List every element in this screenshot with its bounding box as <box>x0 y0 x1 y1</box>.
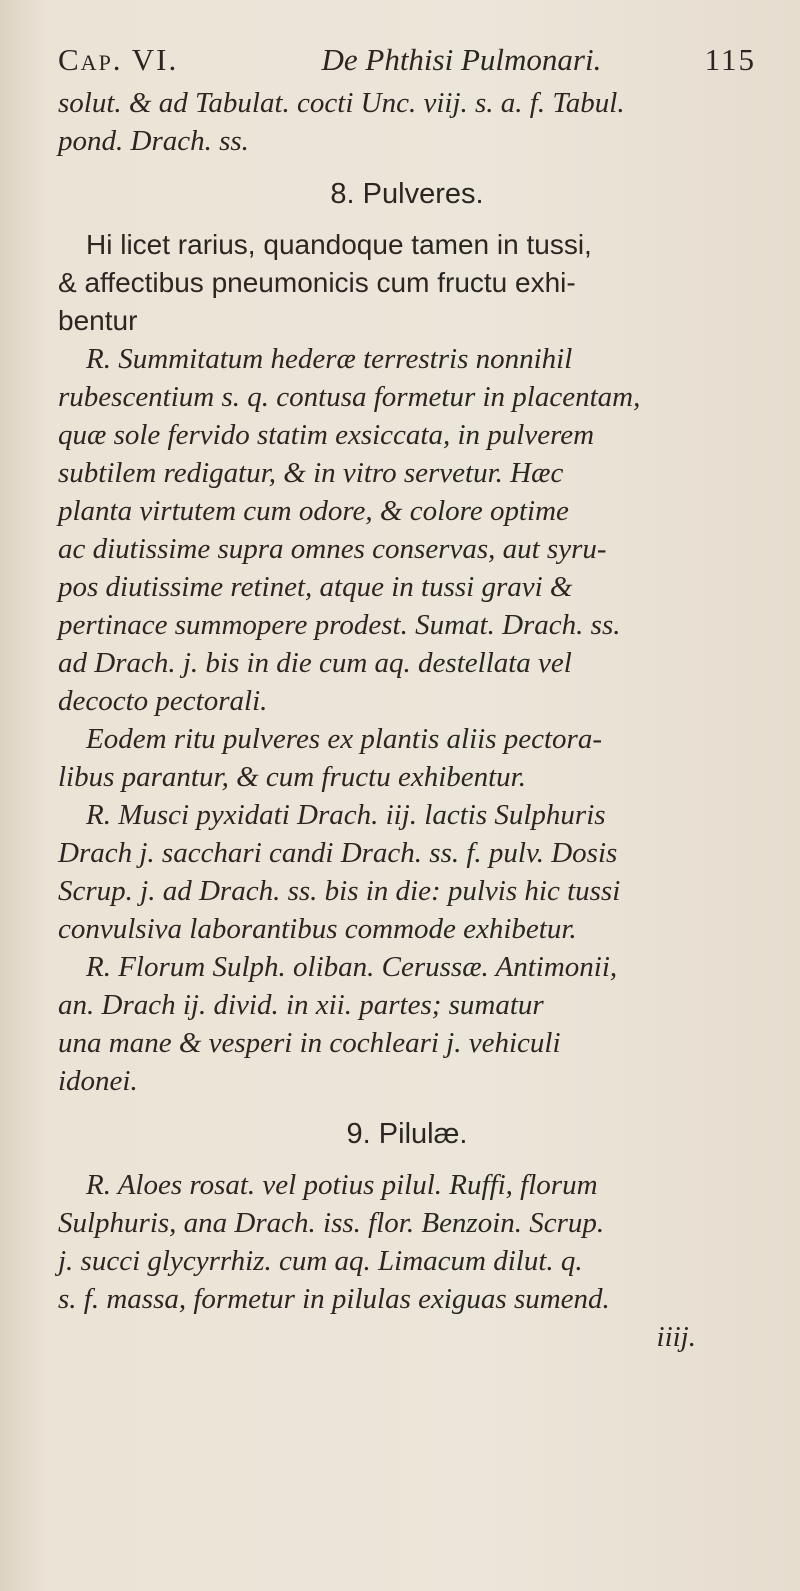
text-line: planta virtutem cum odore, & colore optime <box>58 495 569 527</box>
intro-paragraph <box>58 226 756 340</box>
text-line: ad Drach. j. bis in die cum aq. destellata vel <box>58 647 572 679</box>
text-line: R. Aloes rosat. vel potius pilul. Ruffi, florum <box>86 1169 598 1201</box>
text-line: Eodem ritu pulveres ex plantis aliis pectora- <box>86 723 602 755</box>
text-line: una mane & vesperi in cochleari j. vehiculi <box>58 1027 561 1059</box>
running-header <box>58 40 756 80</box>
paragraph-eodem <box>58 720 756 796</box>
text-line: solut. & ad Tabulat. cocti Unc. viij. s. a. f. Tabul. <box>58 87 625 119</box>
text-line: idonei. <box>58 1065 138 1097</box>
text-line: R. Summitatum hederæ terrestris nonnihil <box>86 343 573 375</box>
text-line: Sulphuris, ana Drach. iss. flor. Benzoin. Scrup. <box>58 1207 605 1239</box>
recipe-aloes <box>58 1166 756 1318</box>
text-line: ac diutissime supra omnes conservas, aut syru- <box>58 533 607 565</box>
text-line: an. Drach ij. divid. in xii. partes; sumatur <box>58 989 544 1021</box>
recipe-hedera <box>58 340 756 720</box>
text-line: rubescentium s. q. contusa formetur in placentam, <box>58 381 641 413</box>
text-line: pond. Drach. ss. <box>58 125 249 157</box>
text-line: Hi licet rarius, quandoque tamen in tussi, <box>86 229 592 260</box>
recipe-musci <box>58 796 756 948</box>
running-title: De Phthisi Pulmonari. <box>321 42 602 77</box>
text-line: libus parantur, & cum fructu exhibentur. <box>58 761 527 793</box>
text-line: R. Florum Sulph. oliban. Cerussæ. Antimonii, <box>86 951 618 983</box>
text-line: bentur <box>58 305 138 336</box>
text-line: convulsiva laborantibus commode exhibetur. <box>58 913 577 945</box>
text-line: & affectibus pneumonicis cum fructu exhi- <box>58 267 576 298</box>
page-number: 115 <box>704 42 756 77</box>
section-heading-pulveres: 8. Pulveres. <box>330 178 484 210</box>
text-line: quæ sole fervido statim exsiccata, in pulverem <box>58 419 595 451</box>
continued-recipe <box>58 84 756 160</box>
text-line: subtilem redigatur, & in vitro servetur. Hæc <box>58 457 564 489</box>
text-line: Scrup. j. ad Drach. ss. bis in die: pulvis hic tussi <box>58 875 621 907</box>
text-line: decocto pectorali. <box>58 685 268 717</box>
recipe-florum <box>58 948 756 1100</box>
text-line: pertinace summopere prodest. Sumat. Drach. ss. <box>58 609 621 641</box>
text-line: Drach j. sacchari candi Drach. ss. f. pulv. Dosis <box>58 837 618 869</box>
chapter-label: Cap. VI. <box>58 42 179 77</box>
section-heading-pilulae: 9. Pilulæ. <box>346 1118 468 1150</box>
text-line: pos diutissime retinet, atque in tussi gravi & <box>58 571 573 603</box>
text-line: R. Musci pyxidati Drach. iij. lactis Sulphuris <box>86 799 606 831</box>
text-line: s. f. massa, formetur in pilulas exiguas sumend. <box>58 1283 610 1315</box>
text-line: j. succi glycyrrhiz. cum aq. Limacum dilut. q. <box>58 1245 583 1277</box>
signature-mark: iiij. <box>656 1321 696 1353</box>
